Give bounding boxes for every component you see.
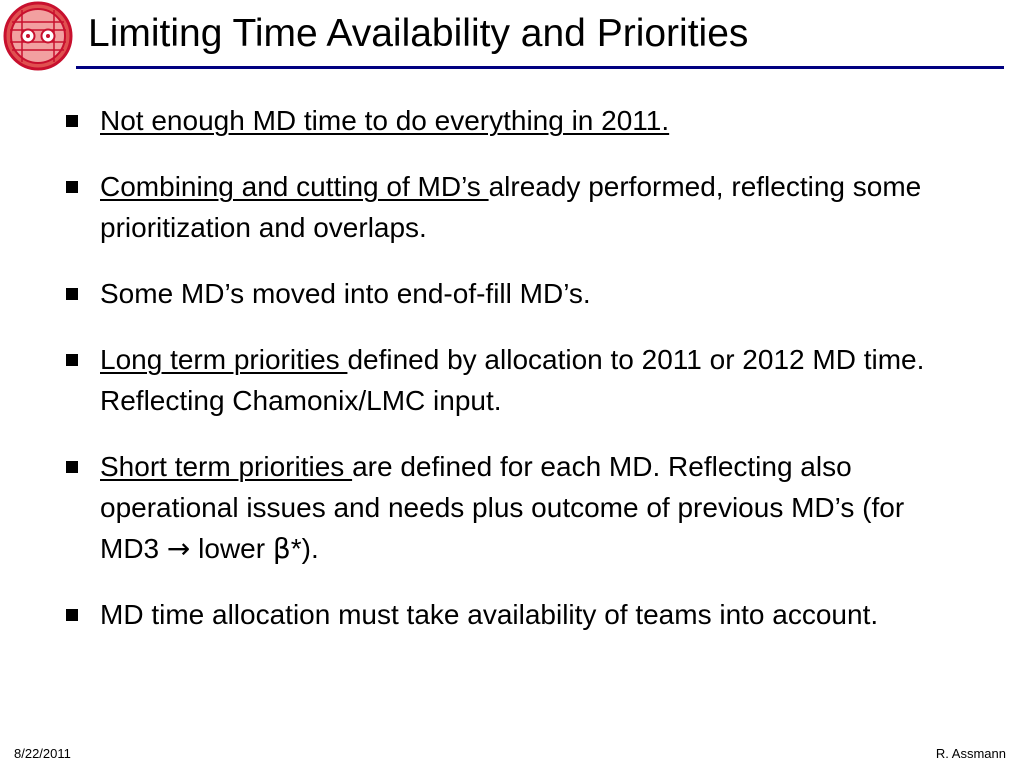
slide-title: Limiting Time Availability and Priorities <box>88 12 749 55</box>
bullet-text: MD time allocation must take availability of teams into account. <box>100 599 879 630</box>
title-divider <box>76 66 1004 69</box>
bullet-text-cont: lower <box>190 533 273 564</box>
square-bullet-icon <box>66 461 78 473</box>
bullet-item-team-availability <box>62 594 962 635</box>
square-bullet-icon <box>66 115 78 127</box>
square-bullet-icon <box>66 181 78 193</box>
bullet-text: Some MD’s moved into end-of-fill MD’s. <box>100 278 591 309</box>
bullet-list <box>62 100 962 660</box>
square-bullet-icon <box>66 609 78 621</box>
lhc-magnet-logo <box>0 0 76 72</box>
bullet-underlined-text: Not enough MD time to do everything in 2011. <box>100 105 670 136</box>
bullet-underlined-text: Combining and cutting of MD’s <box>100 171 489 202</box>
footer-author: R. Assmann <box>935 746 1006 761</box>
bullet-text: defined by allocation to 2011 or 2012 MD time. Reflecting Chamonix/LMC input. <box>100 344 925 416</box>
bullet-item-combining <box>62 166 962 248</box>
arrow-right-icon: → <box>166 532 191 565</box>
square-bullet-icon <box>66 288 78 300</box>
square-bullet-icon <box>66 354 78 366</box>
bullet-item-long-term <box>62 339 962 421</box>
bullet-item-short-term <box>62 446 962 569</box>
beta-symbol: β <box>272 532 291 565</box>
footer-date: 8/22/2011 <box>14 746 71 761</box>
bullet-item-md-time <box>62 100 962 141</box>
bullet-text: are defined for each MD. Reflecting also operational issues and needs plus outcome of previous MD’s (for MD3 <box>100 451 905 564</box>
bullet-underlined-text: Short term priorities <box>100 451 353 482</box>
bullet-text: already performed, reflecting some prioritization and overlaps. <box>100 171 922 243</box>
bullet-underlined-text: Long term priorities <box>100 344 348 375</box>
bullet-text-end: *). <box>290 533 319 564</box>
bullet-item-end-of-fill <box>62 273 962 314</box>
